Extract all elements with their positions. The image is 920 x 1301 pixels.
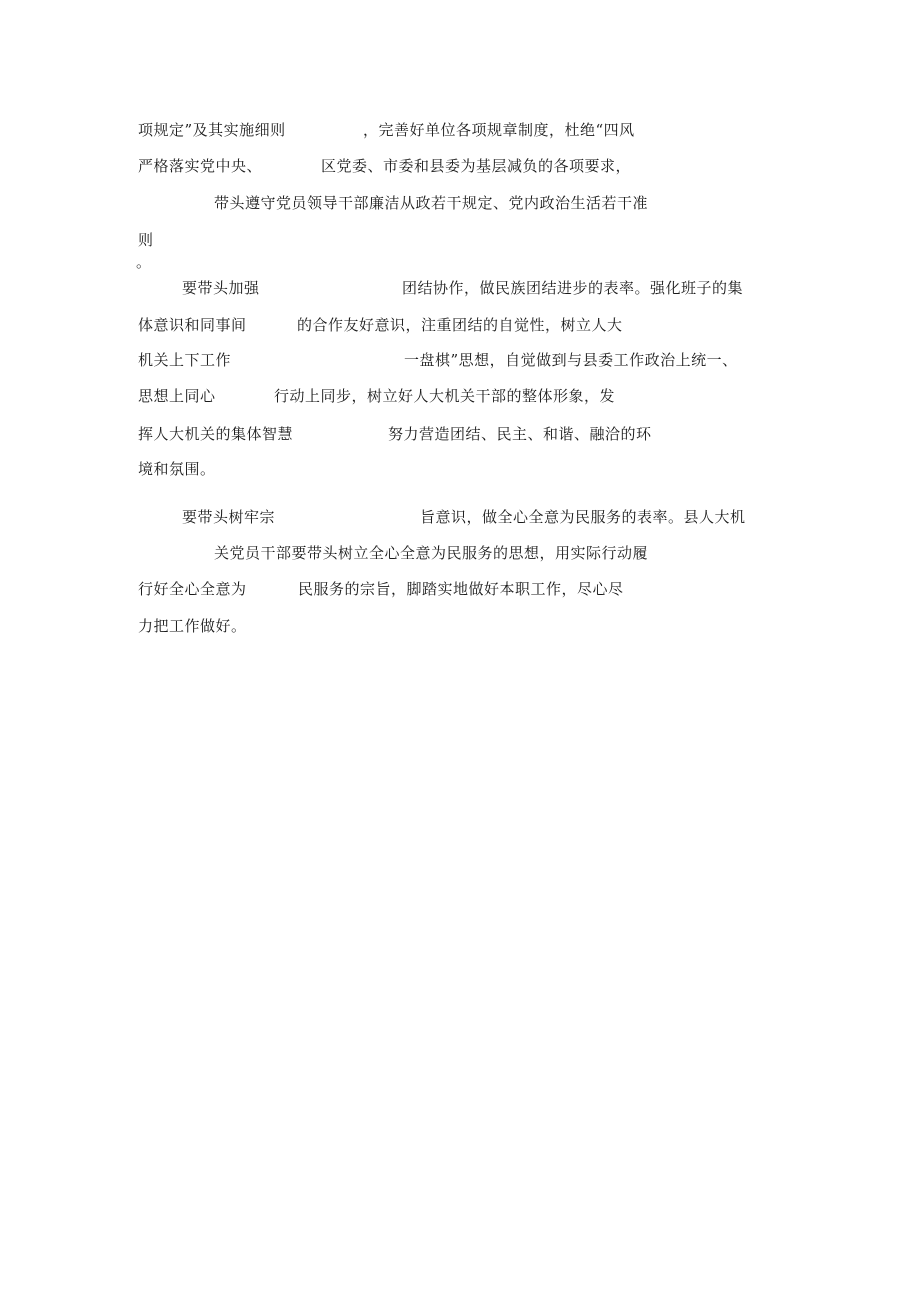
text-segment: 要带头树牢宗 — [182, 508, 276, 526]
text-segment: 带头遵守党员领导干部廉洁从政若干规定、党内政治生活若干准 — [214, 194, 649, 212]
text-segment: 要带头加强 — [182, 279, 260, 297]
text-segment: 团结协作，做民族团结进步的表率。强化班子的集 — [402, 279, 744, 297]
text-segment: 力把工作做好。 — [138, 617, 247, 635]
text-segment: 努力营造团结、民主、和谐、融洽的环 — [388, 425, 652, 443]
text-segment: 项规定”及其实施细则 — [138, 121, 286, 139]
text-segment: 区党委、市委和县委为基层减负的各项要求， — [321, 157, 632, 175]
text-segment: 。 — [136, 253, 152, 271]
text-segment: ，完善好单位各项规章制度，杜绝“四风 — [363, 121, 635, 139]
text-segment: 民服务的宗旨，脚踏实地做好本职工作，尽心尽 — [298, 580, 624, 598]
text-segment: 则 — [138, 231, 154, 249]
text-segment: 挥人大机关的集体智慧 — [138, 425, 294, 443]
text-segment: 思想上同心 — [138, 387, 216, 405]
text-segment: 一盘棋”思想，自觉做到与县委工作政治上统一、 — [404, 351, 738, 369]
text-segment: 行好全心全意为 — [138, 580, 247, 598]
text-segment: 的合作友好意识，注重团结的自觉性，树立人大 — [297, 316, 623, 334]
text-segment: 严格落实党中央、 — [138, 157, 263, 175]
text-segment: 行动上同步，树立好人大机关干部的整体形象，发 — [274, 387, 616, 405]
text-segment: 关党员干部要带头树立全心全意为民服务的思想，用实际行动履 — [214, 544, 649, 562]
text-segment: 机关上下工作 — [138, 351, 232, 369]
text-segment: 体意识和同事间 — [138, 316, 247, 334]
text-segment: 旨意识，做全心全意为民服务的表率。县人大机 — [420, 508, 746, 526]
text-segment: 境和氛围。 — [138, 460, 216, 478]
